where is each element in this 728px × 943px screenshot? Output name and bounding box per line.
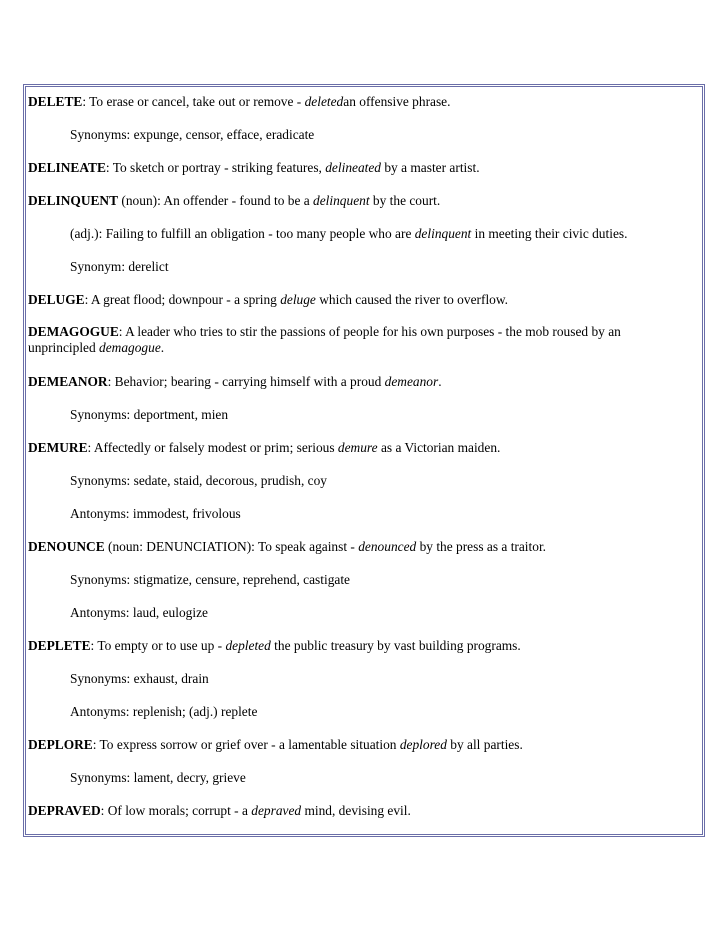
entry-word: DELINQUENT bbox=[28, 193, 119, 208]
entry-example: by all parties. bbox=[446, 737, 523, 752]
entry-denounce bbox=[28, 539, 678, 555]
entry-example-word: depraved bbox=[251, 803, 302, 818]
entry-word: DEPRAVED bbox=[28, 803, 101, 818]
entry-definition: : A leader who tries to stir the passions of people for his own purposes - the mob roused by an unprincipled bbox=[28, 324, 621, 355]
entry-definition: : To erase or cancel, take out or remove - bbox=[82, 94, 305, 109]
deplete-antonyms: Antonyms: replenish; (adj.) replete bbox=[70, 704, 258, 719]
entry-definition: : To sketch or portray - striking features, bbox=[105, 160, 326, 175]
entry-example-word: deleted bbox=[304, 94, 344, 109]
denounce-synonyms: Synonyms: stigmatize, censure, reprehend, castigate bbox=[70, 572, 351, 587]
entry-example-word: deluge bbox=[280, 292, 316, 307]
entry-example: by the press as a traitor. bbox=[416, 539, 547, 554]
entry-example-word: depleted bbox=[225, 638, 271, 653]
deplete-synonyms: Synonyms: exhaust, drain bbox=[70, 671, 209, 686]
entry-word: DEMURE bbox=[28, 440, 88, 455]
entry-example: . bbox=[160, 339, 165, 355]
entry-delete bbox=[28, 94, 678, 110]
delinquent-adjective bbox=[28, 226, 700, 242]
entry-example: . bbox=[438, 374, 442, 389]
entry-word: DEPLETE bbox=[28, 638, 91, 653]
demure-antonyms: Antonyms: immodest, frivolous bbox=[70, 506, 241, 521]
entry-example-word: delinquent bbox=[414, 226, 472, 241]
deplore-synonyms: Synonyms: lament, decry, grieve bbox=[70, 770, 246, 785]
entry-example-word: denounced bbox=[358, 539, 417, 554]
entry-word: DELINEATE bbox=[28, 160, 106, 175]
entry-deplete bbox=[28, 638, 678, 654]
entry-example: by a master artist. bbox=[381, 160, 480, 175]
entry-definition: (noun: DENUNCIATION): To speak against - bbox=[104, 539, 359, 554]
entry-definition: : To empty or to use up - bbox=[90, 638, 226, 653]
entry-example-word: demure bbox=[337, 440, 378, 455]
entry-definition: : A great flood; downpour - a spring bbox=[84, 292, 281, 307]
entry-example-word: demagogue bbox=[99, 339, 161, 355]
entry-example-word: deplored bbox=[399, 737, 447, 752]
demure-synonyms: Synonyms: sedate, staid, decorous, prudish, coy bbox=[70, 473, 327, 488]
entry-example: the public treasury by vast building programs. bbox=[270, 638, 521, 653]
entry-demagogue bbox=[28, 324, 668, 355]
entry-word: DELETE bbox=[28, 94, 83, 109]
entry-deluge bbox=[28, 292, 678, 308]
entry-word: DELUGE bbox=[28, 292, 85, 307]
entry-example: which caused the river to overflow. bbox=[315, 292, 509, 307]
entry-delineate bbox=[28, 160, 678, 176]
entry-example: an offensive phrase. bbox=[343, 94, 451, 109]
entry-demeanor bbox=[28, 374, 678, 390]
delinquent-synonym: Synonym: derelict bbox=[70, 259, 169, 274]
entry-definition: (adj.): Failing to fulfill an obligation - too many people who are bbox=[70, 226, 415, 241]
demeanor-synonyms: Synonyms: deportment, mien bbox=[70, 407, 229, 422]
entry-definition: : Of low morals; corrupt - a bbox=[100, 803, 252, 818]
entry-example: as a Victorian maiden. bbox=[377, 440, 501, 455]
entry-word: DEMEANOR bbox=[28, 374, 108, 389]
entry-delinquent bbox=[28, 193, 678, 209]
entry-deplore bbox=[28, 737, 678, 753]
entry-example: in meeting their civic duties. bbox=[471, 226, 628, 241]
entry-demure bbox=[28, 440, 678, 456]
entry-example-word: demeanor bbox=[384, 374, 439, 389]
entry-depraved bbox=[28, 803, 678, 819]
entry-word: DEPLORE bbox=[28, 737, 93, 752]
entry-example: by the court. bbox=[369, 193, 441, 208]
entry-definition: : Affectedly or falsely modest or prim; serious bbox=[87, 440, 338, 455]
entry-example-word: delineated bbox=[325, 160, 382, 175]
delete-synonyms: Synonyms: expunge, censor, efface, eradicate bbox=[70, 127, 315, 142]
entry-definition: : Behavior; bearing - carrying himself with a proud bbox=[107, 374, 385, 389]
entry-definition: (noun): An offender - found to be a bbox=[118, 193, 314, 208]
entry-word: DEMAGOGUE bbox=[28, 324, 119, 339]
entry-example-word: delinquent bbox=[313, 193, 370, 208]
entry-word: DENOUNCE bbox=[28, 539, 105, 554]
entry-definition: : To express sorrow or grief over - a lamentable situation bbox=[92, 737, 400, 752]
entry-example: mind, devising evil. bbox=[301, 803, 411, 818]
denounce-antonyms: Antonyms: laud, eulogize bbox=[70, 605, 208, 620]
